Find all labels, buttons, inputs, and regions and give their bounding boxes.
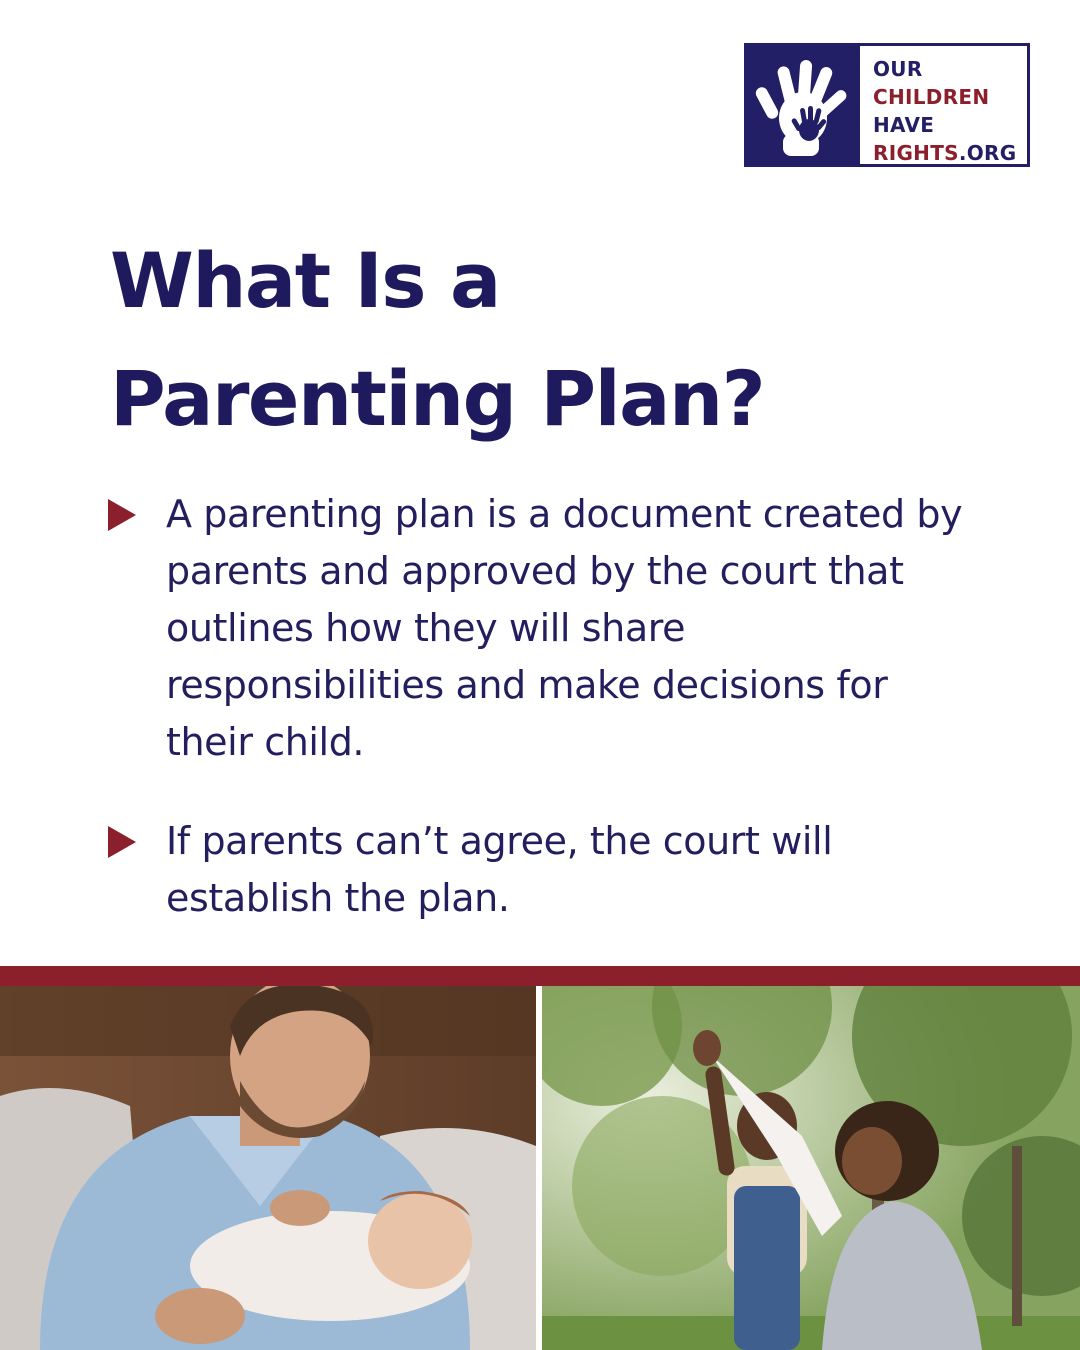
accent-divider	[0, 966, 1080, 986]
logo-line-rights	[873, 139, 1016, 167]
photo-father-with-baby	[0, 986, 536, 1350]
hands-icon	[747, 46, 860, 164]
list-item	[106, 486, 966, 771]
logo-org: .ORG	[958, 141, 1017, 165]
bullet-list	[106, 486, 966, 969]
triangle-bullet-icon	[108, 826, 136, 858]
logo-rights: RIGHTS	[873, 141, 959, 165]
bullet-text: If parents can’t agree, the court will establish the plan.	[166, 819, 833, 920]
logo-line-have: HAVE	[873, 113, 935, 137]
triangle-bullet-icon	[108, 499, 136, 531]
logo-wordmark	[873, 55, 1016, 167]
org-logo	[744, 43, 1030, 167]
logo-line-children: CHILDREN	[873, 85, 990, 109]
photo-mother-and-child-in-park	[542, 986, 1080, 1350]
logo-line-our: OUR	[873, 57, 923, 81]
bullet-text: A parenting plan is a document created by parents and approved by the court that outlines how they will share responsibilities and make decisions for their child.	[166, 492, 963, 764]
page-title	[110, 222, 764, 458]
list-item	[106, 813, 966, 927]
title-line-2: Parenting Plan?	[110, 354, 765, 443]
title-line-1: What Is a	[110, 236, 500, 325]
